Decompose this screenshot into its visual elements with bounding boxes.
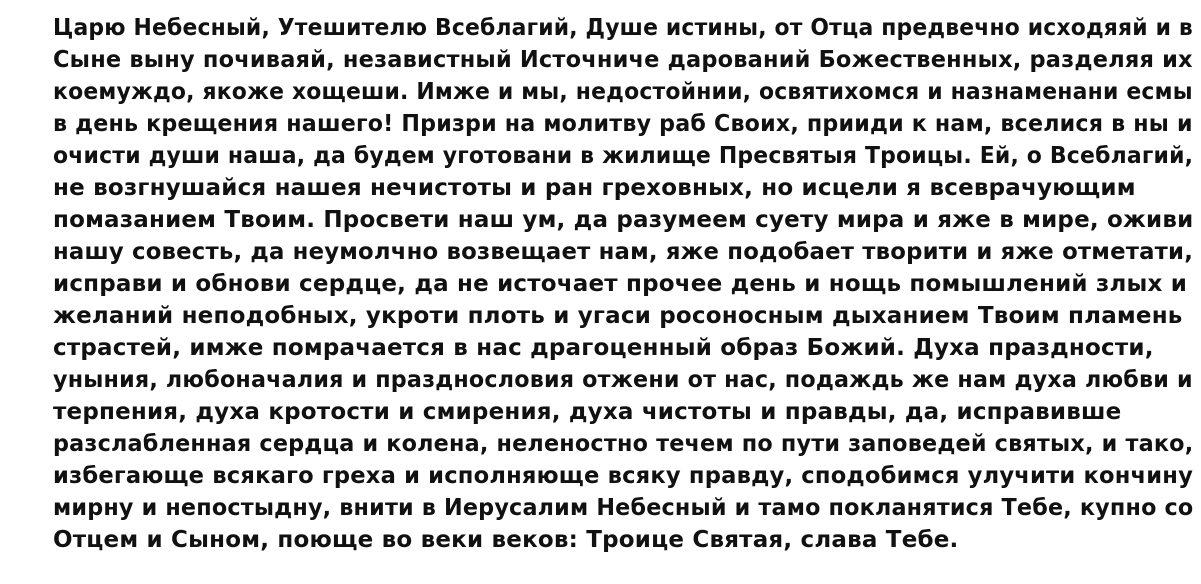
prayer-line: коемуждо, якоже хощеши. Имже и мы, недостойнии, освятихомся и назнаменани есмы xyxy=(53,79,1193,105)
prayer-line: терпения, духа кротости и смирения, духа чистоты и правды, да, исправивше xyxy=(53,399,1122,425)
prayer-line: страстей, имже помрачается в нас драгоценный образ Божий. Духа праздности, xyxy=(53,335,1154,361)
prayer-line: разслабленная сердца и колена, неленостно течем по пути заповедей святых, и тако, xyxy=(53,431,1194,457)
prayer-line: избегающе всякаго греха и исполняюще всяку правду, сподобимся улучити кончину xyxy=(53,463,1194,489)
prayer-line: Отцем и Сыном, поюще во веки веков: Троице Святая, слава Тебе. xyxy=(53,527,959,553)
prayer-line: помазанием Твоим. Просвети наш ум, да разумеем суету мира и яже в мире, оживи xyxy=(53,207,1194,233)
prayer-line: мирну и непостыдну, внити в Иерусалим Небесный и тамо покланятися Тебе, купно со xyxy=(53,495,1194,521)
prayer-line: в день крещения нашего! Призри на молитву раб Своих, прииди к нам, вселися в ны и xyxy=(53,111,1193,137)
prayer-line: Сыне выну почиваяй, независтный Источниче дарований Божественных, разделяя их xyxy=(53,47,1193,73)
prayer-text-block xyxy=(53,12,1194,556)
prayer-line: не возгнушайся нашея нечистоты и ран греховных, но исцели я всеврачующим xyxy=(53,175,1136,201)
prayer-line: Царю Небесный, Утешителю Всеблагий, Душе истины, от Отца предвечно исходяяй и в xyxy=(53,15,1193,41)
prayer-line: уныния, любоначалия и празднословия отжени от нас, подаждь же нам духа любви и xyxy=(53,367,1193,393)
prayer-line: очисти души наша, да будем уготовани в жилище Пресвятыя Троицы. Ей, о Всеблагий, xyxy=(53,143,1194,169)
prayer-line: нашу совесть, да неумолчно возвещает нам, яже подобает творити и яже отметати, xyxy=(53,239,1194,265)
prayer-line: исправи и обнови сердце, да не источает прочее день и нощь помышлений злых и xyxy=(53,271,1188,297)
prayer-line: желаний неподобных, укроти плоть и угаси росоносным дыханием Твоим пламень xyxy=(53,303,1183,329)
